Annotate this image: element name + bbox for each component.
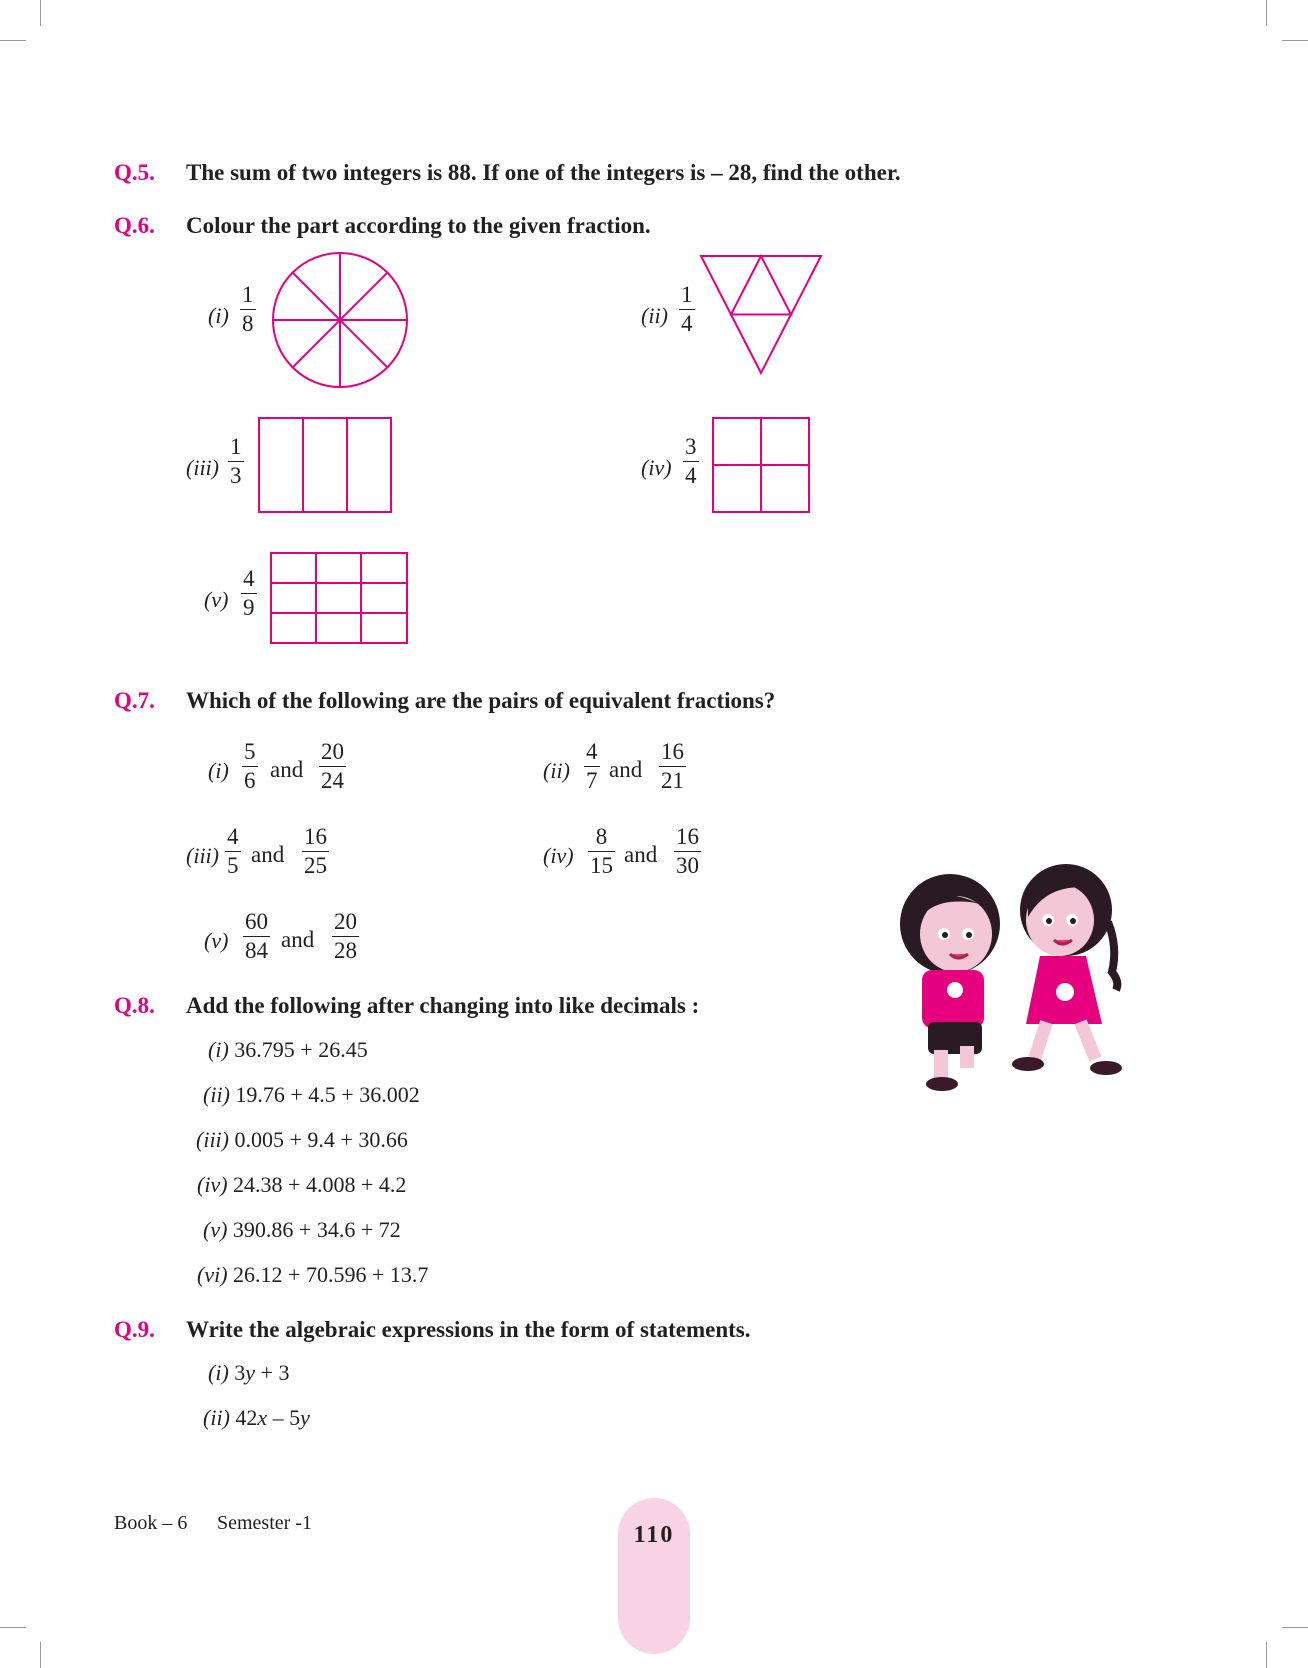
question-number: Q.9. [114, 1317, 155, 1342]
question-number: Q.8. [114, 993, 155, 1018]
list-item: (i) 3y + 3 [208, 1360, 290, 1385]
boy-figure [900, 874, 1000, 1091]
crop-mark [1282, 1627, 1308, 1628]
fraction: 4 9 [243, 566, 255, 621]
square-quarters-figure[interactable] [712, 417, 810, 513]
question-text: The sum of two integers is 88. If one of the integers is – 28, find the other. [186, 160, 901, 185]
footer-book: Book – 6 [114, 1512, 188, 1534]
crop-mark [1282, 40, 1308, 41]
and-word: and [609, 757, 643, 782]
fraction: 16 25 [304, 824, 327, 879]
kids-illustration [880, 862, 1160, 1092]
girl-figure [1012, 864, 1122, 1075]
list-item: (i) 36.795 + 26.45 [208, 1037, 368, 1062]
list-item: (iv) 24.38 + 4.008 + 4.2 [197, 1172, 407, 1197]
fraction: 20 28 [334, 909, 357, 964]
triangle-quarters-figure[interactable] [700, 255, 822, 377]
list-item: (ii) 19.76 + 4.5 + 36.002 [203, 1082, 420, 1107]
fraction: 1 4 [681, 282, 693, 337]
fraction: 20 24 [321, 739, 344, 794]
list-item: (v) 390.86 + 34.6 + 72 [203, 1217, 401, 1242]
question-number: Q.5. [114, 160, 155, 185]
fraction: 1 3 [230, 434, 242, 489]
crop-mark [40, 0, 41, 26]
item-label: (i) [208, 303, 229, 328]
list-item: (ii) 42x – 5y [203, 1405, 310, 1430]
question-text: Add the following after changing into like decimals : [186, 993, 700, 1018]
item-label: (ii) [641, 303, 668, 328]
list-item: (iii) 0.005 + 9.4 + 30.66 [196, 1127, 408, 1152]
fraction: 1 8 [242, 282, 254, 337]
question-text: Write the algebraic expressions in the form of statements. [186, 1317, 751, 1342]
item-label: (iii) [186, 455, 219, 480]
crop-mark [1266, 0, 1267, 26]
question-number: Q.7. [114, 688, 155, 713]
item-label: (iv) [543, 843, 574, 868]
item-label: (v) [204, 928, 229, 953]
item-label: (iv) [641, 455, 672, 480]
question-text: Which of the following are the pairs of equivalent fractions? [186, 688, 776, 713]
footer-semester: Semester -1 [217, 1512, 312, 1534]
item-label: (ii) [543, 758, 570, 783]
fraction: 5 6 [244, 739, 256, 794]
fraction: 8 15 [590, 824, 613, 879]
crop-mark [0, 40, 26, 41]
rectangle-ninths-figure[interactable] [270, 552, 408, 644]
question-number: Q.6. [114, 213, 155, 238]
page-number: 110 [633, 1522, 675, 1548]
and-word: and [270, 757, 304, 782]
item-label: (v) [204, 587, 229, 612]
fraction: 4 7 [586, 739, 598, 794]
item-label: (i) [208, 758, 229, 783]
and-word: and [624, 842, 658, 867]
circle-eighths-figure[interactable] [270, 250, 410, 390]
question-text: Colour the part according to the given fraction. [186, 213, 651, 238]
rectangle-thirds-figure[interactable] [258, 417, 392, 513]
crop-mark [1266, 1642, 1267, 1668]
and-word: and [251, 842, 285, 867]
fraction: 16 21 [661, 739, 684, 794]
crop-mark [40, 1642, 41, 1668]
list-item: (vi) 26.12 + 70.596 + 13.7 [197, 1262, 429, 1287]
fraction: 60 84 [245, 909, 268, 964]
item-label: (iii) [186, 843, 219, 868]
fraction: 3 4 [685, 434, 697, 489]
fraction: 16 30 [676, 824, 699, 879]
and-word: and [281, 927, 315, 952]
crop-mark [0, 1627, 26, 1628]
fraction: 4 5 [227, 824, 239, 879]
